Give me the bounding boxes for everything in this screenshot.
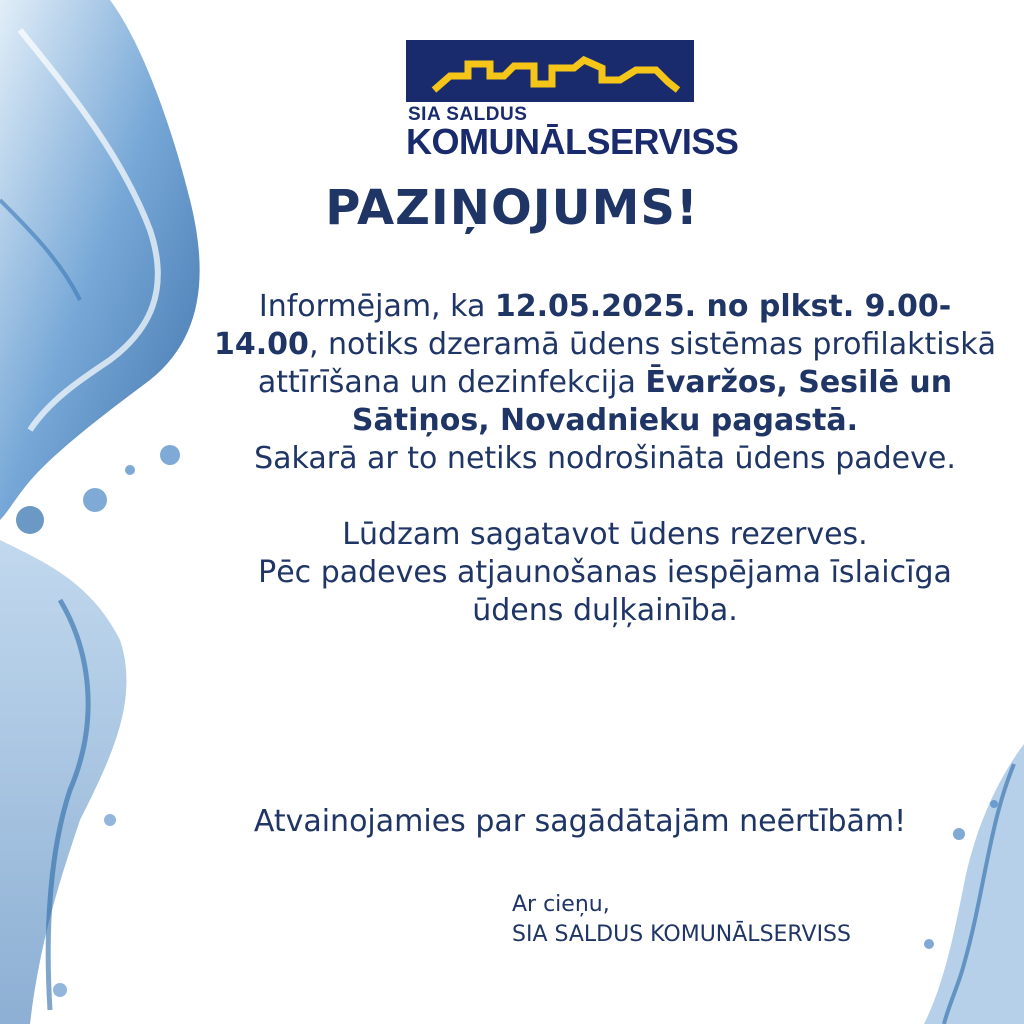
water-splash-right-illustration [904,744,1024,1024]
water-splash-left-illustration [0,0,240,1024]
notice-locations: Ēvaržos, Sesilē un Sātiņos, Novadnieku pagastā. [351,365,953,438]
logo-company-name: KOMUNĀLSERVISS [406,121,739,162]
signature-company: SIA SALDUS KOMUNĀLSERVISS [512,922,851,947]
logo-company-prefix: SIA SALDUS [408,104,528,125]
signature-greeting: Ar cieņu, [512,892,610,917]
notice-paragraph-1 [210,288,1000,440]
rooftop-skyline-icon [406,40,694,102]
page-title: PAZIŅOJUMS! [325,180,699,236]
notice-date-time: 12.05.2025. no plkst. 9.00-14.00 [214,289,952,362]
company-logo [406,40,739,162]
notice-consequence: Sakarā ar to netiks nodrošināta ūdens padeve. [254,441,956,476]
notice-lead: Informējam, ka [258,289,495,324]
notice-request: Lūdzam sagatavot ūdens rezerves. [342,517,868,552]
logo-roof-banner [406,40,694,102]
notice-middle: , notiks dzeramā ūdens sistēmas profilaktiskā attīrīšana un dezinfekcija [257,327,996,400]
notice-body [210,288,1000,630]
notice-warning: Pēc padeves atjaunošanas iespējama īslaicīga ūdens duļķainība. [258,555,952,628]
signature-block [512,890,851,950]
apology-text: Atvainojamies par sagādātajām neērtībām! [253,804,907,839]
